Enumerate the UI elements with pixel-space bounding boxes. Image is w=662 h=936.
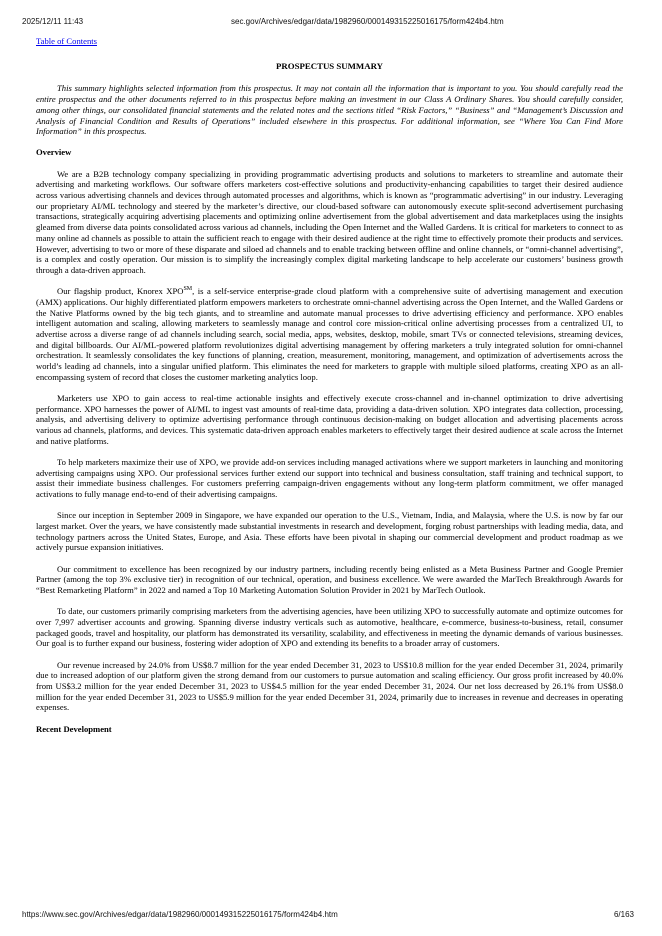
paragraph-xpo-usage: Marketers use XPO to gain access to real-time actionable insights and effectively execute cross-channel and in-channel optimization to drive advertising performance. XPO harnesses the power of AI/ML to ingest vast amounts of real-time data, providing a data-driven solution. XPO integrates data collection, processing, analysis, and advertising delivery to optimize advertising performance through continuous decision-making on budget allocation and advertising placements across various ad channels, platforms, and devices. This systematic data-driven approach enables marketers to effectively target their desired audience at scale across the Internet and native platforms. xyxy=(36,392,623,446)
paragraph-history: Since our inception in September 2009 in Singapore, we have expanded our operation to the U.S., Vietnam, India, and Malaysia, where the U.S. is now by far our largest market. Over the years, we have consistently made substantial investments in research and development, forging robust partnerships with leading media, data, and technology partners across the United States, Europe, and Asia. These efforts have been pivotal in shaping our commercial development and product roadmap as we actively pursue expansion initiatives. xyxy=(36,510,623,553)
summary-intro: This summary highlights selected information from this prospectus. It may not contain all the information that is important to you. You should carefully read the entire prospectus and the other documents referred to in this prospectus before making an investment in our Class A Ordinary Shares. You should carefully consider, among other things, our consolidated financial statements and the related notes and the sections titled “Risk Factors,” “Business” and “Management’s Discussion and Analysis of Financial Condition and Results of Operations” included elsewhere in this prospectus. For additional information, see “Where You Can Find More Information” in this prospectus. xyxy=(36,83,623,137)
service-mark: SM xyxy=(183,286,193,293)
print-datetime: 2025/12/11 11:43 xyxy=(22,17,84,26)
paragraph-text: Our flagship product, Knorex XPO xyxy=(57,286,184,297)
print-footer xyxy=(0,910,662,922)
section-heading-recent-development: Recent Development xyxy=(36,723,112,734)
section-heading-overview: Overview xyxy=(36,147,72,158)
print-header xyxy=(0,17,662,29)
document-page xyxy=(36,36,623,745)
paragraph-company-description: We are a B2B technology company specializing in providing programmatic advertising products and solutions to marketers to streamline and automate their advertising and marketing workflows. Our software offers marketers cost-effective solutions and productivity-enhancing capabilities to target their desired audience across various advertising channels and devices through automated processes and algorithms, which is known as “programmatic advertising” in our industry. Leveraging our proprietary AI/ML technology and steered by the marketer’s directive, our cloud-based software can autonomously execute split-second advertisement purchasing transactions, strategically acquiring advertising placements and optimizing online advertisement from the global advertisement and data marketplaces using the insights gleamed from diverse data points consolidated across various ad channels, including the Open Internet and the Walled Gardens. It is critical for marketers to connect to as many online ad channels as possible to attain the sufficient reach to engage with their desired audience at the right time to effectively promote their products and services. However, advertising to two or more of these disparate and siloed ad channels and to enable tracking between offline and online channels, or “omni-channel advertising”, is a complex and costly operation. Our mission is to simplify the increasingly complex digital marketing landscape to help accelerate our customers’ business growth through a data-driven approach. xyxy=(36,168,623,275)
table-of-contents-link[interactable]: Table of Contents xyxy=(36,36,97,46)
paragraph-flagship-product xyxy=(36,286,623,382)
print-header-url: sec.gov/Archives/edgar/data/1982960/000149315225016175/form424b4.htm xyxy=(231,17,504,26)
paragraph-add-on-services: To help marketers maximize their use of XPO, we provide add-on services including managed activations where we support marketers in launching and monitoring advertising campaigns using XPO. Our professional services further extend our support into technical and business consultation, staff training and technical support, to assist their immediate business challenges. For customers preferring campaign-driven engagements without any long-term platform commitment, we offer managed activations to fully manage end-to-end of their advertising campaigns. xyxy=(36,457,623,500)
page-title: PROSPECTUS SUMMARY xyxy=(276,60,383,71)
print-footer-url: https://www.sec.gov/Archives/edgar/data/1982960/000149315225016175/form424b4.htm xyxy=(22,910,338,919)
paragraph-financials: Our revenue increased by 24.0% from US$8.7 million for the year ended December 31, 2023 to US$10.8 million for the year ended December 31, 2024, primarily due to increased adoption of our platform given the strong demand from our customers to pursue automation and scaling efficiency. Our gross profit increased by 40.0% from US$3.2 million for the year ended December 31, 2023 to US$4.5 million for the year ended December 31, 2024. Our net loss decreased by 26.1% from US$8.0 million for the year ended December 31, 2023 to US$5.9 million for the year ended December 31, 2024, primarily due to increases in revenue and decreases in operating expenses. xyxy=(36,659,623,713)
paragraph-text: , is a self-service enterprise-grade cloud platform with a comprehensive suite of advertising management and execution (AMX) applications. Our highly differentiated platform empowers marketers to orchestrate omni-channel advertising across the Open Internet, and the Walled Gardens or the Native Platforms owned by the big tech giants, and to streamline and automate manual processes to drive advertising efficiency and performance. XPO enables intelligent automation and scaling, allowing marketers to seamlessly manage and control core mission-critical online advertising processes from a centralized UI, to advertise across a diverse range of ad channels including search, social media, apps, websites, desktop, mobile, smart TVs or connected televisions, streaming devices, and digital billboards. Our AI/ML-powered platform revolutionizes digital advertising management by offering marketers a truly integrated solution for omni-channel orchestration. It seamlessly consolidates the key functions of planning, creation, measurement, monitoring, management, and optimization of advertisements across the world’s leading ad channels, into a singular unified platform. This eliminates the need for marketers to grapple with multiple siloed platforms, creating XPO as an all-encompassing system of record that closes the customer marketing analytics loop. xyxy=(36,286,623,382)
page-number: 6/163 xyxy=(613,910,634,919)
paragraph-customers: To date, our customers primarily comprising marketers from the advertising agencies, have been utilizing XPO to successfully automate and optimize outcomes for over 7,997 advertiser accounts and growing. Spanning diverse industry verticals such as automotive, healthcare, e-commerce, business-to-business, retail, consumer packaged goods, travel and hospitality, our platform has demonstrated its versatility, scalability, and effectiveness in meeting the dynamic demands of various businesses. Our goal is to further expand our business, fostering wider adoption of XPO and extending its benefits to a broader array of customers. xyxy=(36,606,623,649)
paragraph-recognition: Our commitment to excellence has been recognized by our industry partners, including recently being enlisted as a Meta Business Partner and Google Premier Partner (among the top 3% exclusive tier) in recognition of our technical, operation, and business excellence. We were awarded the MarTech Breakthrough Awards for “Best Remarketing Platform” in 2022 and named a Top 10 Marketing Automation Solution Provider in 2021 by MarTech Outlook. xyxy=(36,563,623,596)
